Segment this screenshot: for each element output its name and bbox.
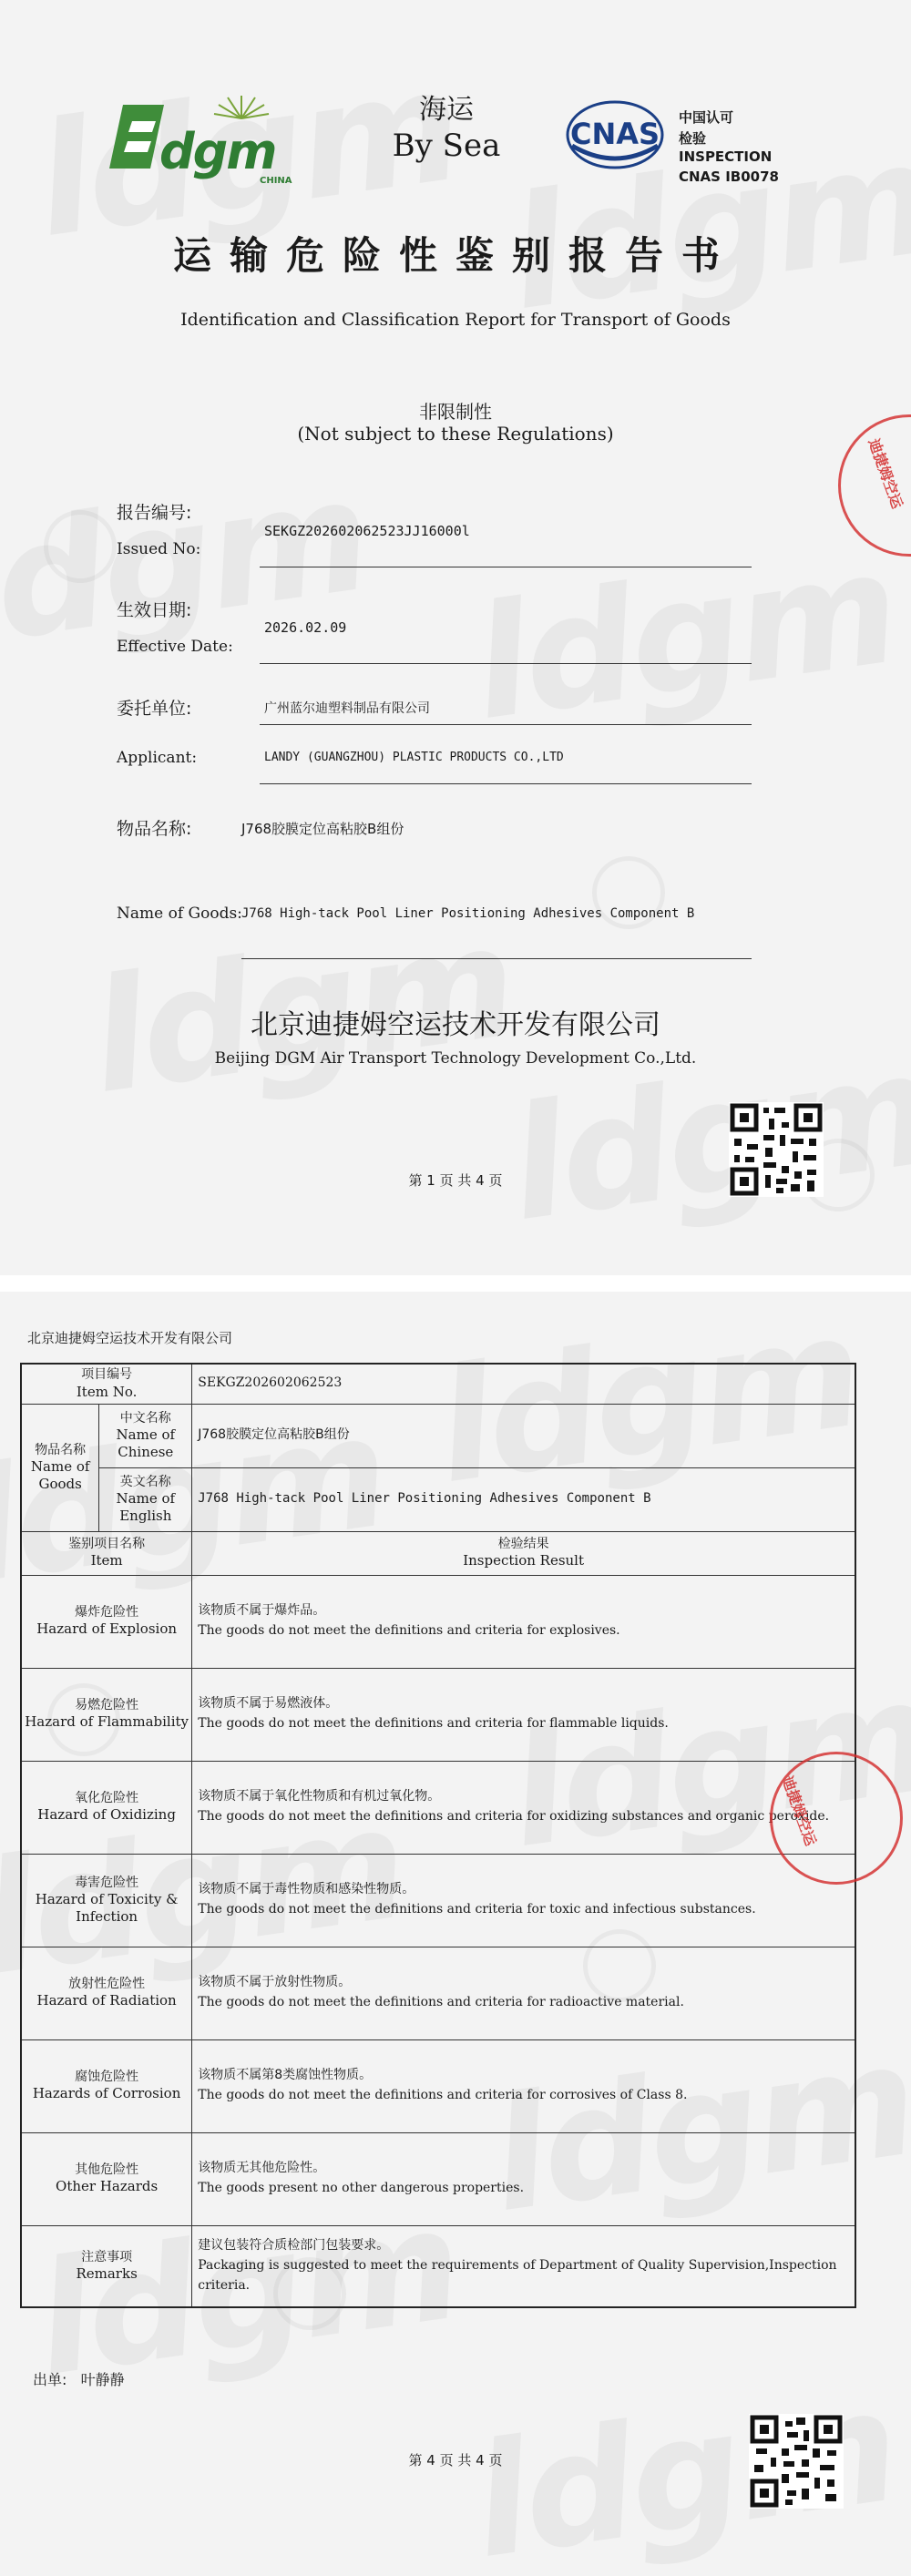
applicant-label-en: Applicant:: [117, 749, 198, 767]
applicant-label-cn: 委托单位:: [117, 699, 192, 719]
transport-mode-en: By Sea: [392, 128, 501, 164]
hazard-result-cn: 该物质无其他危险性。: [198, 2161, 326, 2176]
report-cover-page: [0, 0, 911, 1275]
goods-name-label-en: Name of: [30, 1458, 90, 1475]
hazard-name-cn: 毒害危险性: [75, 1875, 139, 1890]
hazard-name-cn: 易燃危险性: [75, 1697, 139, 1712]
remarks-label-cn: 注意事项: [81, 2249, 133, 2264]
hazard-result-cn: 该物质不属于放射性物质。: [198, 1975, 352, 1990]
applicant-value-cn: 广州蓝尔迪塑料制品有限公司: [264, 701, 430, 716]
hazard-name-en: Hazards of Corrosion: [32, 2085, 181, 2102]
goods-name-label-cn: 物品名称: [35, 1442, 87, 1457]
hazard-row: [21, 1947, 855, 2039]
chinese-name-label-en-2: Chinese: [118, 1443, 174, 1460]
issuer: 出单: 叶静静: [33, 2371, 125, 2388]
hazard-name-cn: 其他危险性: [75, 2162, 139, 2177]
applicant-underline-cn: [260, 724, 752, 725]
item-no-label-cn: 项目编号: [81, 1367, 133, 1383]
company-name-en: Beijing DGM Air Transport Technology Development Co.,Ltd.: [214, 1049, 697, 1068]
regulation-status-cn: 非限制性: [419, 401, 492, 423]
cnas-inspection-cn: 检验: [679, 130, 707, 147]
hazard-name-en: Hazard of Radiation: [36, 1992, 177, 2009]
logo-text: dgm: [159, 123, 276, 180]
cnas-badge: [565, 98, 665, 171]
hazard-name-cn: 爆炸危险性: [75, 1604, 139, 1620]
hazard-name-en: Hazard of Toxicity &: [35, 1891, 179, 1907]
hazard-row: [21, 2132, 855, 2225]
goods-label-cn: 物品名称:: [117, 819, 192, 839]
hazard-result-en: The goods do not meet the definitions and criteria for radioactive material.: [198, 1995, 684, 2009]
hazard-name-cn: 氧化危险性: [75, 1790, 139, 1805]
transport-mode-cn: 海运: [419, 94, 474, 126]
hazard-row: [21, 2039, 855, 2132]
table-row: [21, 1467, 855, 1531]
chinese-name-label-cn: 中文名称: [119, 1410, 171, 1426]
goods-name-label-en-2: Goods: [38, 1475, 82, 1492]
cnas-number: CNAS IB0078: [679, 169, 779, 185]
report-number-label-en: Issued No:: [117, 540, 201, 558]
hazard-row: [21, 1854, 855, 1947]
hazard-name-en: Other Hazards: [56, 2178, 159, 2195]
hazard-result-cn: 该物质不属于氧化性物质和有机过氧化物。: [198, 1789, 441, 1804]
company-seal: 迪捷姆空运: [770, 1752, 903, 1885]
hazard-name-en: Hazard of Explosion: [36, 1620, 178, 1638]
goods-value-cn: J768胶膜定位高粘胶B组份: [241, 821, 404, 837]
report-title-cn: 运输危险性鉴别报告书: [172, 233, 738, 278]
effective-date-underline: [260, 663, 752, 664]
table-header-row: [21, 1531, 855, 1575]
hazard-row: [21, 1668, 855, 1761]
remarks-row: [21, 2225, 855, 2307]
company-name-cn: 北京迪捷姆空运技术开发有限公司: [251, 1009, 660, 1041]
hazard-row: [21, 1761, 855, 1854]
english-name-label-en: Name of: [116, 1490, 176, 1507]
item-no-label-en: Item No.: [76, 1383, 138, 1400]
remarks-label-en: Remarks: [76, 2265, 138, 2283]
hazard-result-en: The goods present no other dangerous properties.: [198, 2181, 525, 2195]
table-row: [21, 1404, 855, 1467]
applicant-value-en: LANDY (GUANGZHOU) PLASTIC PRODUCTS CO.,LTD: [264, 751, 564, 764]
report-number-value: SEKGZ202602062523JJ16000l: [264, 523, 470, 539]
goods-value-en: J768 High-tack Pool Liner Positioning Adhesives Component B: [241, 906, 695, 921]
goods-label-en: Name of Goods:: [117, 905, 242, 923]
table-row: [21, 1364, 855, 1404]
hazard-row: [21, 1575, 855, 1668]
english-name-value: J768 High-tack Pool Liner Positioning Adhesives Component B: [198, 1491, 651, 1507]
goods-underline: [241, 958, 752, 959]
page-number: 第 1 页 共 4 页: [408, 1172, 503, 1189]
hazard-result-cn: 该物质不属于易燃液体。: [198, 1696, 339, 1712]
effective-date-value: 2026.02.09: [264, 619, 347, 636]
page-number: 第 4 页 共 4 页: [408, 2452, 503, 2469]
english-name-label-cn: 英文名称: [119, 1474, 171, 1489]
hazard-result-en: The goods do not meet the definitions and criteria for flammable liquids.: [198, 1716, 669, 1731]
page-header-company: 北京迪捷姆空运技术开发有限公司: [27, 1330, 233, 1346]
item-no-value: SEKGZ202602062523: [198, 1375, 343, 1391]
report-number-label-cn: 报告编号:: [117, 503, 192, 523]
hazard-result-en: The goods do not meet the definitions and criteria for oxidizing substances and organic peroxide.: [198, 1809, 830, 1824]
inspection-results-table: [20, 1363, 856, 2308]
hazard-result-en: The goods do not meet the definitions and criteria for toxic and infectious substances.: [198, 1902, 756, 1917]
cnas-logo-text: CNAS: [569, 117, 660, 151]
report-results-page: [0, 1292, 911, 2576]
qr-code[interactable]: [749, 2414, 844, 2509]
dgm-logo: [96, 87, 305, 187]
result-header-en: Inspection Result: [463, 1552, 585, 1569]
hazard-result-cn: 该物质不属第8类腐蚀性物质。: [198, 2068, 373, 2083]
qr-code-icon: [749, 2414, 844, 2509]
result-header-cn: 检验结果: [497, 1536, 549, 1551]
hazard-result-en: The goods do not meet the definitions and criteria for corrosives of Class 8.: [198, 2088, 688, 2102]
hazard-name-en: Hazard of Flammability: [25, 1713, 189, 1731]
applicant-underline-en: [260, 783, 752, 784]
hazard-name-cn: 放射性危险性: [68, 1976, 146, 1991]
hazard-result-en: The goods do not meet the definitions and criteria for explosives.: [198, 1623, 620, 1638]
cnas-inspection-en: INSPECTION: [679, 148, 773, 165]
hazard-name-cn: 腐蚀危险性: [75, 2069, 139, 2084]
remarks-value-cn: 建议包装符合质检部门包装要求。: [198, 2238, 390, 2254]
effective-date-label-cn: 生效日期:: [117, 600, 192, 620]
hazard-name-en-2: Infection: [76, 1907, 138, 1925]
effective-date-label-en: Effective Date:: [117, 638, 233, 656]
chinese-name-label-en: Name of: [116, 1426, 176, 1443]
report-title-en: Identification and Classification Report for Transport of Goods: [180, 310, 731, 330]
hazard-result-cn: 该物质不属于毒性物质和感染性物质。: [198, 1882, 415, 1897]
hazard-result-cn: 该物质不属于爆炸品。: [198, 1603, 326, 1619]
item-header-cn: 鉴别项目名称: [68, 1536, 146, 1551]
hazard-name-en: Hazard of Oxidizing: [37, 1806, 176, 1824]
cnas-accreditation-cn: 中国认可: [679, 109, 734, 126]
chinese-name-value: J768胶膜定位高粘胶B组份: [198, 1427, 350, 1443]
company-seal: 迪捷姆空运: [838, 414, 911, 557]
regulation-status-en: (Not subject to these Regulations): [297, 423, 614, 445]
english-name-label-en-2: English: [119, 1507, 172, 1524]
logo-subtext: CHINA: [260, 176, 292, 186]
remarks-value-en: Packaging is suggested to meet the requirements of Department of Quality Supervision,Inspection criteria.: [198, 2257, 837, 2293]
item-header-en: Item: [90, 1552, 123, 1569]
